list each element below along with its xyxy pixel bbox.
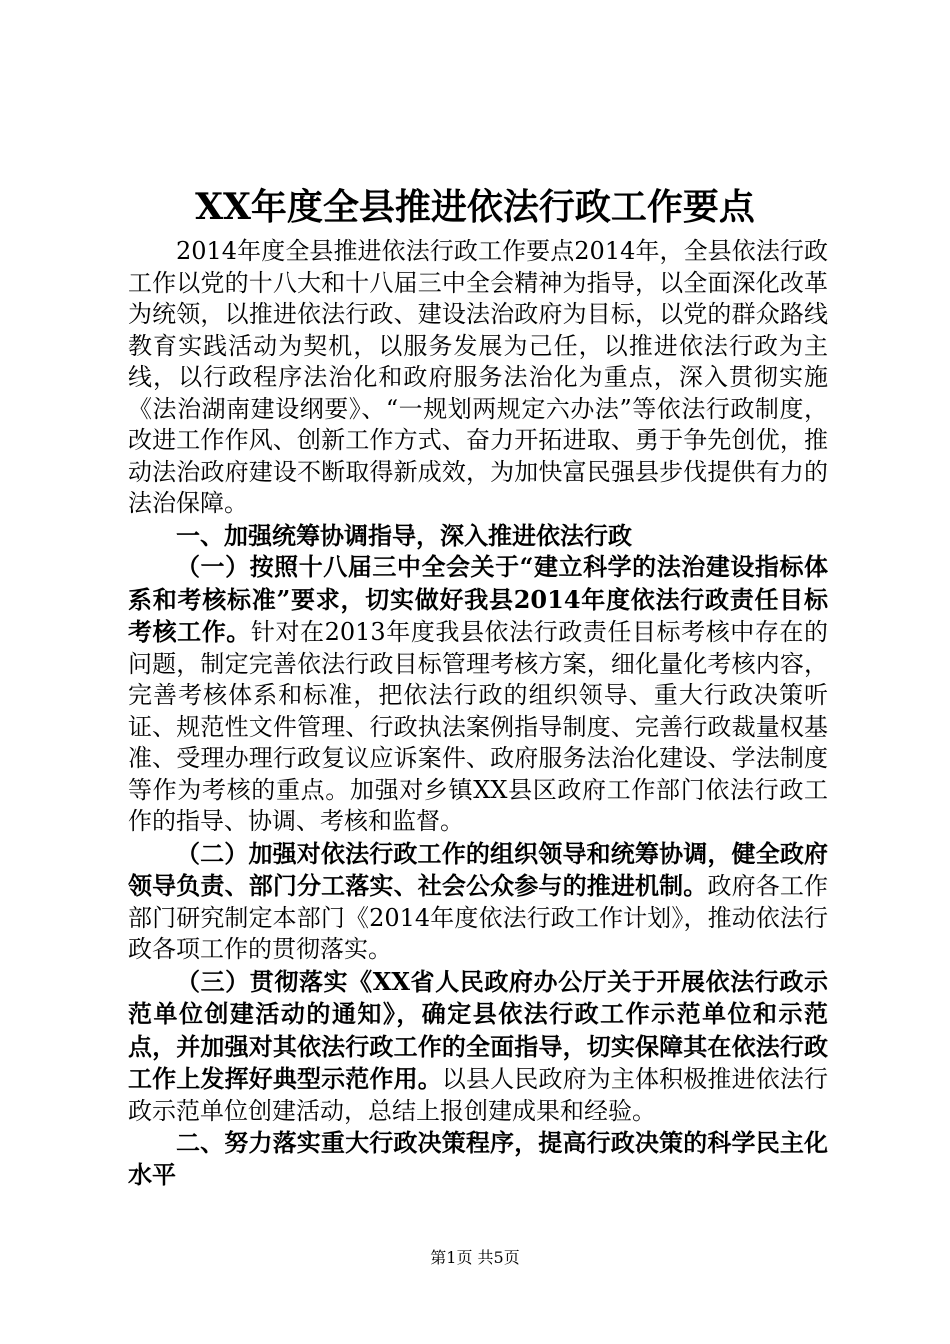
item-3-lead: （三）贯彻落实《XX省人民政府办公厅关于开展依法行政示范单位创建活动的通知》，确定县依法行政工作示范单位和示范点，并加强对其依法行政工作的全面指导，切实保障其在依法行政工作上发挥好典型示范作用。 [128,966,828,1093]
document-body [128,236,828,1190]
item-2-lead: （二）加强对依法行政工作的组织领导和统筹协调，健全政府领导负责、部门分工落实、社会公众参与的推进机制。 [128,838,828,900]
intro-paragraph: 2014年度全县推进依法行政工作要点2014年，全县依法行政工作以党的十八大和十八届三中全会精神为指导，以全面深化改革为统领，以推进依法行政、建设法治政府为目标，以党的群众路线教育实践活动为契机，以服务发展为己任，以推进依法行政为主线，以行政程序法治化和政府服务法治化为重点，深入贯彻实施《法治湖南建设纲要》、“一规划两规定六办法”等依法行政制度，改进工作作风、创新工作方式、奋力开拓进取、勇于争先创优，推动法治政府建设不断取得新成效，为加快富民强县步伐提供有力的法治保障。 [128,237,828,517]
item-2-body: 政府各工作部门研究制定本部门《2014年度依法行政工作计划》，推动依法行政各项工作的贯彻落实。 [128,872,829,963]
item-3-body: 以县人民政府为主体积极推进依法行政示范单位创建活动，总结上报创建成果和经验。 [128,1065,829,1125]
item-1-body: 针对在2013年度我县依法行政责任目标考核中存在的问题，制定完善依法行政目标管理考核方案，细化量化考核内容，完善考核体系和标准，把依法行政的组织领导、重大行政决策听证、规范性文件管理、行政执法案例指导制度、完善行政裁量权基准、受理办理行政复议应诉案件、政府服务法治化建设、学法制度等作为考核的重点。加强对乡镇XX县区政府工作部门依法行政工作的指导、协调、考核和监督。 [128,618,829,835]
section-1-heading: 一、加强统筹协调指导，深入推进依法行政 [176,520,632,550]
item-1-paragraph [128,551,828,838]
item-1-lead: （一）按照十八届三中全会关于“建立科学的法治建设指标体系和考核标准”要求，切实做好我县2014年度依法行政责任目标考核工作。 [128,552,828,646]
document-title: XX年度全县推进依法行政工作要点 [195,186,755,228]
page-footer: 第1页 共5页 [430,1248,520,1267]
section-2-heading: 二、努力落实重大行政决策程序，提高行政决策的科学民主化水平 [128,1128,828,1189]
item-3-paragraph [128,966,828,1128]
item-2-paragraph [128,838,828,966]
